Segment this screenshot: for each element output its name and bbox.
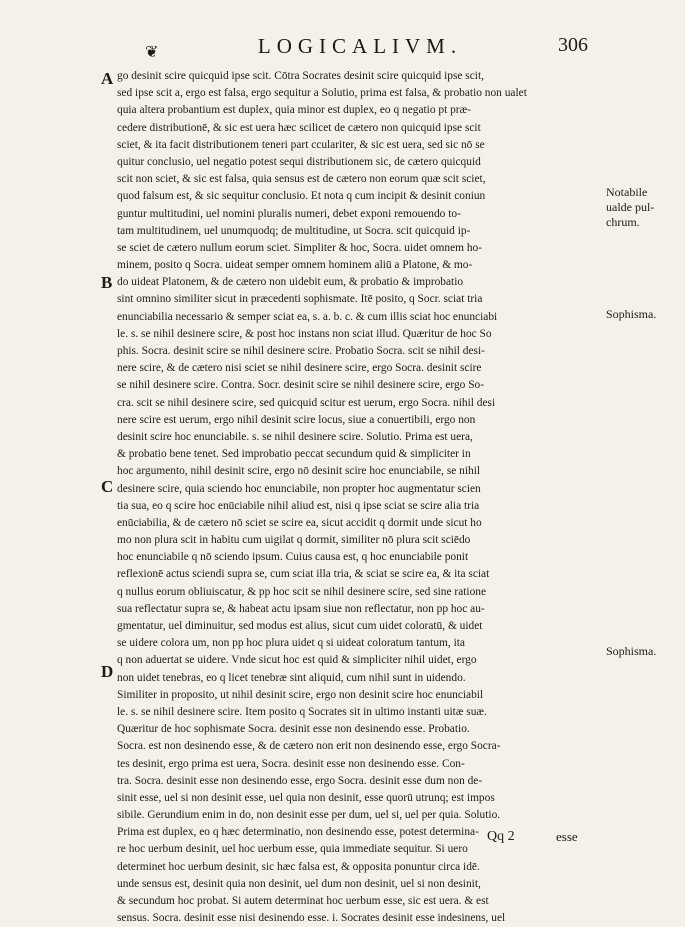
- text-line: quod falsum est, & sic sequitur conclusio. Et nota q cum incipit & desinit coniun: [117, 190, 486, 203]
- body-text: [117, 68, 592, 927]
- text-line: quia altera probantium est duplex, quia minor est duplex, eo q negatio pt præ-: [117, 104, 471, 117]
- text-line: tes desinit, ergo prima est uera, Socra. desinit esse non desinendo esse. Con-: [117, 757, 465, 770]
- text-line: cedere distributionē, & sic est uera hæc scilicet de cætero non quicquid ipse scit: [117, 121, 481, 134]
- text-line: hoc enunciabile q nō sciendo ipsum. Cuius causa est, q hoc enunciabile ponit: [117, 551, 469, 564]
- text-line: phis. Socra. desinit scire se nihil desinere scire. Probatio Socra. scit se nihil desi-: [117, 345, 485, 357]
- text-line: cra. scit se nihil desinere scire, sed quicquid scitur est uerum, ergo Socra. nihil desi: [117, 396, 496, 409]
- text-line: Quæritur de hoc sophismate Socra. desinit esse non desinendo esse. Probatio.: [117, 723, 470, 736]
- text-line: re hoc uerbum desinit, uel hoc uerbum esse, quia immediate sequitur. Si uero: [117, 843, 468, 856]
- text-line: sensus. Socra. desinit esse nisi desinendo esse. i. Socrates desinit esse indesinens, uel: [117, 912, 506, 925]
- signature-number: 2: [507, 829, 515, 844]
- text-line: non uidet tenebras, eo q licet tenebræ sint aliquid, cum nihil sunt in uidendo.: [117, 671, 466, 684]
- text-line: sed ipse scit a, ergo est falsa, ergo sequitur a Solutio, prima est falsa, & probatio non ualet: [117, 87, 527, 100]
- text-line: hoc argumento, nihil desinit scire, ergo nō desinit scire hoc enunciabile, se nihil: [117, 465, 481, 478]
- section-marker-d: D: [101, 662, 114, 681]
- text-line: q nullus eorum obliuiscatur, & pp hoc scit se nihil desinere scire, sed sine ratione: [117, 585, 487, 598]
- text-line: desinit scire hoc enunciabile. s. se nihil desinere scire. Solutio. Prima est uera,: [117, 430, 473, 443]
- text-line: guntur multitudini, uel nomini pluralis numeri, debet exponi remouendo to-: [117, 207, 461, 220]
- text-line: sciet, & ita facit distributionem teneri part cculariter, & sic est uera, sed sic nō se: [117, 138, 485, 151]
- folio-number: 306: [558, 34, 588, 56]
- text-line: tia sua, eo q scire hoc enūciabile nihil aliud est, nisi q ipse sciat se scire alia tria: [117, 499, 480, 512]
- running-head: LOGICALIVM.: [257, 34, 463, 58]
- margin-note-sophisma-2: Sophisma.: [606, 644, 657, 658]
- margin-note-notabile: [606, 185, 681, 230]
- text-line: scit non sciet, & sic est falsa, quia sensus est de cætero non eorum quæ scit sciet,: [117, 173, 486, 186]
- text-line: enūciabilia, & de cætero nō sciet se scire ea, sicut accidit q dormit unde sicut ho: [117, 516, 482, 529]
- text-line: gmentatur, uel diminuitur, sed modus est alius, sicut cum uidet coloratū, & uidet: [117, 620, 483, 632]
- text-line: do uideat Platonem, & de cætero non uidebit eum, & probatio & improbatio: [117, 276, 464, 289]
- text-line: & probatio bene tenet. Sed improbatio peccat secundum quid & simpliciter in: [117, 448, 471, 461]
- text-line: nere scire est uerum, ergo nihil desinit scire locus, siue a conuertibili, ergo non: [117, 413, 476, 426]
- margin-note-line: chrum.: [606, 215, 640, 229]
- text-line: le. s. se nihil desinere scire. Item posito q Socrates sit in ultimo instanti uitæ suæ.: [117, 705, 487, 718]
- section-marker-a: A: [101, 69, 114, 88]
- text-line: unde sensus est, desinit quia non desinit, uel dum non desinit, uel si non desinit,: [117, 877, 481, 890]
- signature-mark: [487, 829, 515, 845]
- text-line: sua reflectatur supra se, & habeat actu ipsam siue non reflectatur, non pp hoc au-: [117, 602, 485, 615]
- text-line: Socra. est non desinendo esse, & de cætero non erit non desinendo esse, ergo Socra-: [117, 740, 501, 753]
- catchword: esse: [556, 829, 578, 844]
- text-line: sint omnino similiter sicut in præcedenti sophismate. Itē posito, q Socr. sciat tria: [117, 293, 483, 306]
- text-line: le. s. se nihil desinere scire, & post hoc instans non sciat illud. Quæritur de hoc So: [117, 327, 492, 340]
- fleuron-ornament-icon: ❦: [145, 44, 159, 61]
- text-line: go desinit scire quicquid ipse scit. Cōtra Socrates desinit scire quicquid ipse scit,: [117, 70, 484, 82]
- text-line: & secundum hoc probat. Si autem determinat hoc uerbum esse, sic est uera. & est: [117, 895, 489, 907]
- text-line: Prima est duplex, eo q hæc determinatio, non desinendo esse, potest determina-: [117, 826, 479, 839]
- text-line: se sciet de cætero nullum eorum sciet. Simpliter & hoc, Socra. uidet omnem ho-: [117, 241, 483, 254]
- section-marker-c: C: [101, 477, 114, 496]
- text-line: minem, posito q Socra. uideat semper omnem hominem aliū a Platone, & mo-: [117, 259, 473, 272]
- signature-letters: Qq: [487, 829, 505, 844]
- text-line: tra. Socra. desinit esse non desinendo esse, ergo Socra. desinit esse dum non de-: [117, 774, 483, 787]
- text-line: sibile. Gerundium enim in do, non desinit esse per dum, uel si, uel per quia. Solutio.: [117, 809, 501, 822]
- text-line: q non aduertat se uidere. Vnde sicut hoc est quid & simpliciter nihil uidet, ergo: [117, 654, 477, 667]
- text-line: reflexionē actus sciendi supra se, cum sciat illa tria, & sciat se scire ea, & ita sciat: [117, 568, 490, 581]
- text-line: se nihil desinere scire. Contra. Socr. desinit scire se nihil desinere scire, ergo So-: [117, 379, 485, 392]
- text-line: quitur conclusio, uel negatio potest sequi distributionem sic, de cætero quicquid: [117, 155, 481, 168]
- text-line: se uidere colora um, non pp hoc plura uidet q si uideat coloratum tantum, ita: [117, 637, 465, 650]
- text-line: enunciabilia necessario & semper sciat ea, s. a. b. c. & cum illis sciat hoc enunciabi: [117, 310, 498, 323]
- text-line: determinet hoc uerbum desinit, sic hæc falsa est, & opposita ponuntur circa idē.: [117, 860, 480, 873]
- text-line: desinere scire, quia sciendo hoc enunciabile, non propter hoc augmentatur scien: [117, 482, 481, 495]
- text-line: mo non plura scit in habitu cum uigilat q dormit, similiter nō plura scit sciēdo: [117, 534, 471, 547]
- text-line: sinit esse, uel si non desinit esse, uel quia non desinit, esse quorū utrunq; est impos: [117, 791, 495, 804]
- margin-note-line: ualde pul-: [606, 200, 655, 214]
- text-line: Similiter in proposito, ut nihil desinit scire, ergo non desinit scire hoc enunciabil: [117, 688, 484, 701]
- text-line: nere scire, & de cætero nisi sciet se nihil desinere scire, ergo Socra. desinit scire: [117, 362, 482, 375]
- text-line: tam multitudinem, uel unumquodq; de multitudine, ut Socra. scit quicquid ip-: [117, 224, 471, 237]
- margin-note-line: Notabile: [606, 185, 648, 199]
- section-marker-b: B: [101, 273, 113, 292]
- margin-note-sophisma-1: Sophisma.: [606, 307, 657, 321]
